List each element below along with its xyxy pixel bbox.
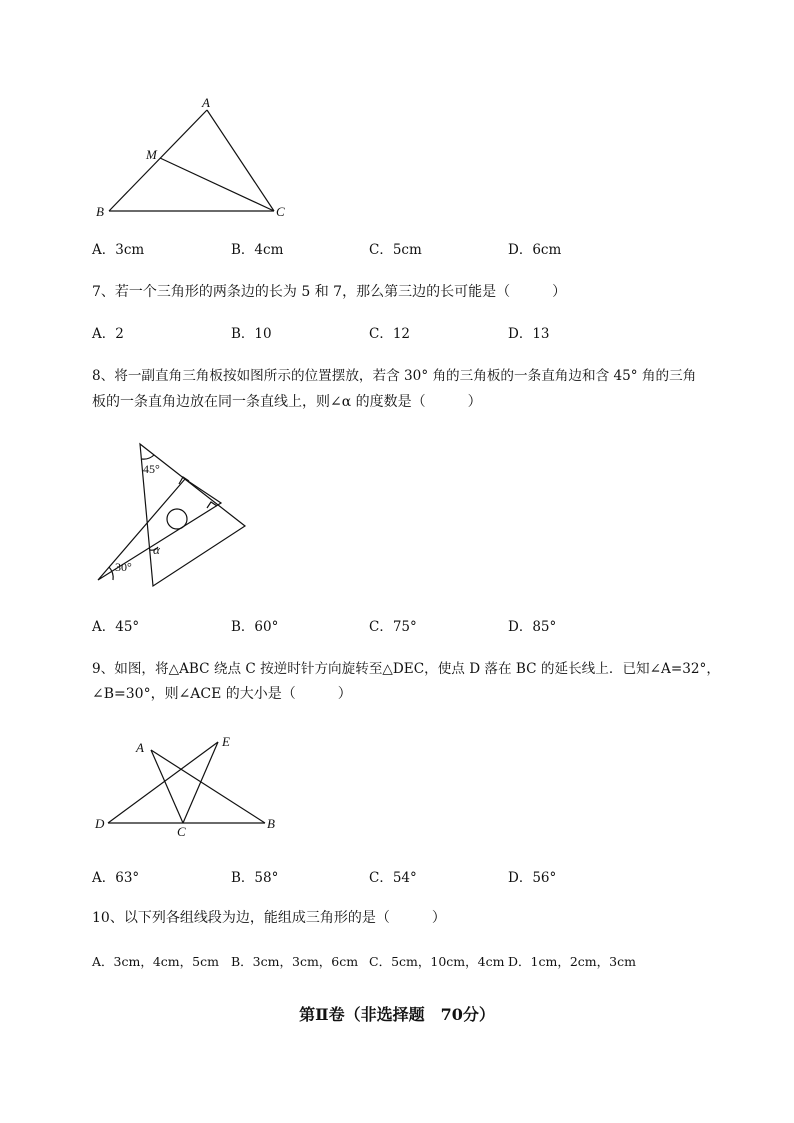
angle-45-label: 45° [143,462,160,476]
q9-option-c[interactable]: C．54° [369,870,417,886]
label-A: A [136,740,144,755]
q7-option-d[interactable]: D．13 [508,326,550,342]
q8-stem-line2: 板的一条直角边放在同一条直线上，则∠α 的度数是（ ） [92,394,482,410]
q9-option-a[interactable]: A．63° [92,870,140,886]
q6-option-b[interactable]: B．4cm [231,242,284,258]
angle-30-label: 30° [115,560,132,574]
q9-stem-line2: ∠B=30°，则∠ACE 的大小是（ ） [92,686,352,702]
q6-option-c[interactable]: C．5cm [369,242,422,258]
section-ii-title: 第Ⅱ卷（非选择题 70分） [299,1005,495,1024]
q8-option-c[interactable]: C．75° [369,619,417,635]
q7-stem: 7、若一个三角形的两条边的长为 5 和 7，那么第三边的长可能是（ ） [92,284,567,300]
label-C: C [276,204,285,219]
label-C: C [177,824,186,839]
q8-stem-line1: 8、将一副直角三角板按如图所示的位置摆放，若含 30° 角的三角板的一条直角边和含 45° 角的三角 [92,368,697,384]
q10-option-c[interactable]: C．5cm，10cm，4cm [369,954,505,969]
q6-option-a[interactable]: A．3cm [92,242,145,258]
q7-option-a[interactable]: A．2 [92,326,124,342]
label-A: A [202,95,210,110]
label-E: E [222,734,230,749]
q7-option-b[interactable]: B．10 [231,326,272,342]
q8-option-d[interactable]: D．85° [508,619,557,635]
q10-option-d[interactable]: D．1cm，2cm，3cm [508,954,636,969]
q9-option-d[interactable]: D．56° [508,870,557,886]
rotated-triangles-figure [90,728,290,843]
label-B: B [267,816,275,831]
q7-option-c[interactable]: C．12 [369,326,411,342]
q8-option-b[interactable]: B．60° [231,619,279,635]
set-squares-figure [90,435,255,595]
angle-alpha-label: α [153,542,160,557]
q10-stem: 10、以下列各组线段为边，能组成三角形的是（ ） [92,910,446,926]
q6-option-d[interactable]: D．6cm [508,242,562,258]
q10-option-b[interactable]: B．3cm，3cm，6cm [231,954,359,969]
q10-option-a[interactable]: A．3cm，4cm，5cm [92,954,219,969]
q8-option-a[interactable]: A．45° [92,619,140,635]
q9-option-b[interactable]: B．58° [231,870,279,886]
triangle-amc-figure [90,92,300,227]
q9-stem-line1: 9、如图，将△ABC 绕点 C 按逆时针方向旋转至△DEC，使点 D 落在 BC 的延长线上．已知∠A=32°， [92,661,720,677]
label-M: M [146,147,157,162]
label-B: B [96,204,104,219]
label-D: D [95,816,105,831]
